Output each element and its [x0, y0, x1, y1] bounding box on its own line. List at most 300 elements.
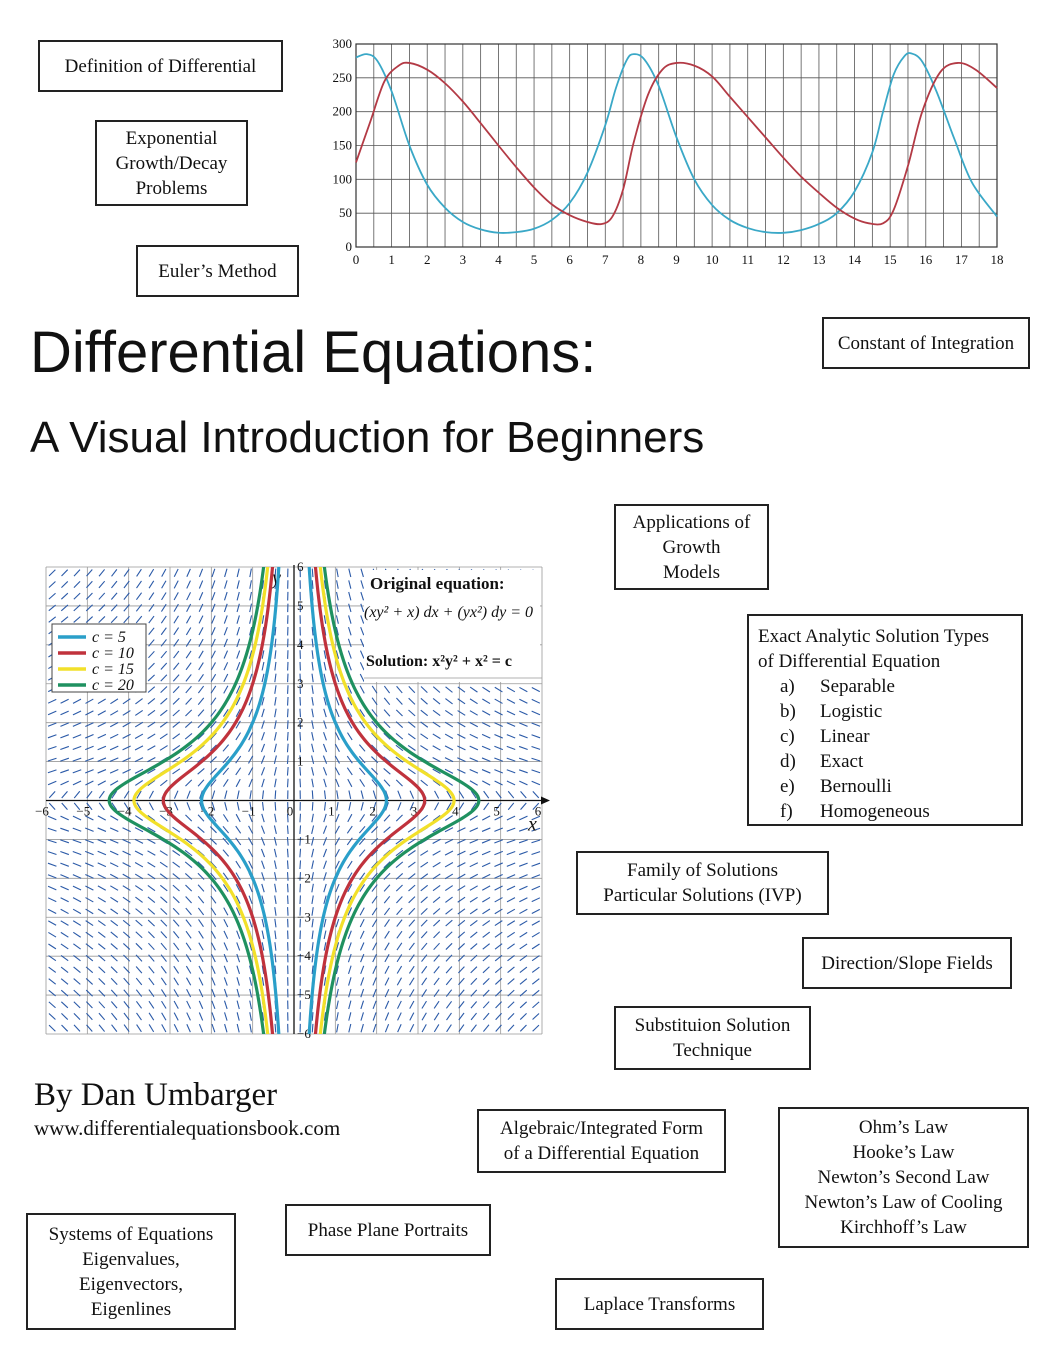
slope-segment: [111, 967, 117, 973]
x-tick-label: 5: [493, 803, 500, 819]
equation-panel: [364, 570, 542, 682]
slope-segment: [433, 734, 441, 739]
slope-segment: [519, 723, 527, 726]
slope-segment: [312, 1024, 313, 1033]
slope-segment: [410, 978, 415, 985]
slope-segment: [384, 686, 389, 693]
slope-segment: [434, 978, 439, 985]
slope-segment: [137, 1013, 142, 1020]
slope-segment: [312, 779, 314, 787]
slope-segment: [199, 639, 203, 647]
slope-segment: [470, 944, 477, 950]
slope-segment: [274, 826, 276, 834]
slope-segment: [532, 735, 540, 738]
slope-segment: [162, 1013, 166, 1021]
slope-segment: [174, 802, 178, 810]
equation-text: (xy² + x) dx + (yx²) dy = 0: [364, 604, 534, 621]
slope-segment: [482, 909, 489, 914]
slope-segment: [385, 954, 389, 962]
slope-segment: [250, 1001, 252, 1009]
slope-segment: [445, 699, 452, 704]
x-axis-label: x: [528, 813, 537, 836]
slope-segment: [349, 1001, 351, 1009]
slope-segment: [148, 885, 155, 890]
slope-segment: [507, 851, 515, 854]
slope-segment: [186, 978, 190, 986]
slope-segment: [48, 898, 56, 902]
slope-segment: [507, 898, 515, 902]
box-line: Ohm’s Law: [858, 1117, 949, 1138]
slope-segment: [287, 860, 288, 869]
slope-segment: [445, 863, 453, 867]
slope-segment: [237, 1024, 239, 1032]
slope-segment: [74, 979, 81, 985]
slope-segment: [73, 863, 81, 866]
y-tick-label: 6: [297, 562, 304, 574]
x-tick-label: 8: [637, 252, 645, 267]
slope-segment: [174, 1013, 178, 1021]
slope-segment: [336, 709, 339, 717]
slope-segment: [225, 791, 227, 799]
slope-segment: [347, 768, 352, 775]
slope-segment: [482, 711, 490, 715]
slope-segment: [185, 885, 191, 891]
slope-segment: [434, 1024, 439, 1031]
slope-segment: [149, 593, 154, 600]
solution-type-item: [758, 699, 930, 724]
slope-segment: [507, 828, 515, 831]
slope-segment: [361, 569, 363, 577]
slope-segment: [161, 920, 167, 926]
slope-segment: [161, 943, 167, 950]
slope-segment: [361, 1012, 364, 1020]
slope-segment: [532, 747, 541, 750]
slope-segment: [421, 687, 427, 693]
slope-segment: [149, 1013, 154, 1020]
slope-segment: [532, 921, 540, 925]
slope-segment: [262, 861, 265, 869]
slope-segment: [335, 744, 339, 752]
box-line: Newton’s Second Law: [817, 1167, 990, 1188]
slope-segment: [482, 816, 490, 820]
slope-segment: [323, 826, 326, 834]
slope-segment: [361, 592, 364, 600]
slope-segment: [508, 979, 515, 985]
slope-segment: [236, 733, 241, 740]
slope-segment: [312, 919, 313, 927]
slope-segment: [422, 1001, 427, 1008]
slope-segment: [61, 1002, 67, 1008]
box-line: Eigenlines: [90, 1298, 172, 1320]
slope-segment: [161, 966, 166, 973]
slope-segment: [360, 651, 363, 659]
slope-segment: [384, 698, 390, 705]
slope-segment: [482, 863, 490, 867]
slope-segment: [349, 580, 351, 588]
slope-segment: [185, 733, 192, 739]
slope-segment: [262, 662, 264, 670]
slope-segment: [312, 826, 314, 834]
x-tick-label: −4: [117, 803, 132, 819]
slope-segment: [445, 886, 452, 891]
slope-segment: [312, 697, 313, 705]
slope-segment: [73, 898, 81, 902]
slope-segment: [274, 849, 276, 857]
box-line: Growth/Decay: [115, 152, 228, 174]
slope-segment: [136, 932, 142, 938]
slope-segment: [312, 767, 314, 775]
slope-segment: [237, 790, 239, 798]
slope-segment: [136, 604, 141, 611]
slope-segment: [212, 616, 215, 624]
slope-segment: [224, 651, 227, 659]
slope-segment: [237, 651, 240, 659]
slope-segment: [135, 886, 142, 891]
slope-segment: [459, 791, 464, 798]
slope-segment: [237, 662, 240, 670]
slope-segment: [198, 827, 205, 833]
slope-segment: [248, 838, 252, 846]
slope-segment: [434, 990, 439, 997]
x-tick-label: 6: [534, 803, 542, 819]
slope-segment: [224, 627, 227, 635]
slope-segment: [495, 687, 503, 692]
slope-segment: [494, 840, 502, 843]
slope-segment: [187, 581, 191, 589]
slope-segment: [212, 791, 215, 799]
slope-segment: [186, 954, 191, 961]
x-tick-label: 4: [452, 803, 459, 819]
slope-segment: [446, 978, 452, 985]
slope-segment: [148, 932, 154, 938]
slope-segment: [360, 931, 364, 939]
slope-segment: [519, 898, 527, 902]
slope-segment: [433, 897, 440, 903]
slope-segment: [98, 699, 106, 704]
slope-segment: [445, 781, 452, 786]
slope-segment: [136, 943, 142, 949]
slope-segment: [224, 977, 227, 985]
slope-segment: [519, 886, 527, 890]
slope-segment: [48, 711, 56, 715]
slope-segment: [225, 569, 227, 577]
slope-segment: [73, 781, 81, 785]
slope-segment: [224, 604, 227, 612]
slope-segment: [300, 814, 301, 823]
slope-segment: [373, 954, 377, 962]
slope-segment: [410, 1013, 414, 1021]
slope-segment: [495, 723, 503, 727]
slope-segment: [519, 687, 527, 691]
slope-segment: [249, 919, 252, 927]
slope-segment: [98, 746, 106, 750]
slope-segment: [409, 698, 415, 704]
item-marker: c): [780, 726, 795, 747]
slope-segment: [421, 780, 428, 786]
slope-segment: [384, 815, 390, 822]
slope-segment: [161, 687, 167, 693]
slope-segment: [507, 687, 515, 691]
slope-segment: [275, 861, 277, 869]
slope-segment: [137, 569, 142, 576]
slope-segment: [408, 734, 415, 739]
slope-segment: [250, 1012, 252, 1020]
slope-segment: [148, 897, 155, 903]
slope-segment: [148, 862, 156, 867]
slope-segment: [457, 769, 465, 773]
slope-segment: [185, 710, 191, 716]
slope-segment: [148, 851, 156, 855]
box-line: Problems: [135, 177, 208, 199]
slope-segment: [385, 919, 390, 926]
slope-segment: [532, 688, 540, 692]
slope-segment: [519, 770, 528, 773]
slope-segment: [173, 920, 179, 927]
slope-segment: [48, 781, 56, 785]
slope-segment: [73, 828, 81, 831]
slope-segment: [236, 814, 240, 822]
legend-label: c = 5: [92, 629, 126, 646]
slope-segment: [324, 884, 326, 892]
slope-segment: [62, 570, 68, 576]
slope-segment: [250, 989, 252, 997]
slope-segment: [212, 977, 215, 985]
slope-segment: [445, 746, 453, 750]
slope-segment: [373, 977, 376, 985]
slope-segment: [507, 758, 515, 761]
slope-segment: [48, 723, 56, 726]
x-tick-label: −2: [200, 803, 215, 819]
slope-segment: [409, 955, 414, 962]
slope-segment: [161, 628, 166, 635]
slope-segment: [135, 710, 142, 715]
slope-segment: [323, 767, 326, 775]
slope-segment: [149, 616, 154, 623]
box-line: Eigenvectors,: [79, 1273, 183, 1295]
slope-segment: [336, 615, 338, 623]
slope-segment: [160, 851, 168, 856]
slope-segment: [531, 758, 540, 761]
slope-segment: [73, 699, 81, 703]
slope-segment: [508, 1025, 514, 1031]
slope-segment: [99, 593, 105, 600]
slope-segment: [236, 756, 241, 763]
slope-segment: [495, 932, 502, 937]
slope-segment: [186, 651, 191, 658]
slope-segment: [397, 908, 403, 915]
slope-segment: [199, 1024, 202, 1032]
slope-segment: [323, 849, 326, 857]
slope-segment: [337, 1012, 339, 1020]
slope-segment: [262, 615, 263, 623]
slope-segment: [409, 943, 414, 950]
slope-segment: [385, 1001, 388, 1009]
slope-segment: [212, 592, 215, 600]
slope-segment: [433, 710, 440, 715]
slope-segment: [186, 686, 192, 693]
slope-segment: [261, 849, 264, 857]
slope-segment: [482, 723, 490, 727]
slope-segment: [470, 734, 478, 738]
slope-segment: [532, 1002, 539, 1008]
slope-segment: [61, 816, 69, 820]
slope-segment: [123, 699, 130, 704]
slope-segment: [483, 1002, 489, 1009]
slope-segment: [408, 769, 415, 774]
slope-segment: [250, 1024, 252, 1032]
slope-segment: [73, 746, 81, 749]
slope-segment: [349, 790, 351, 798]
slope-segment: [287, 755, 288, 764]
slope-segment: [148, 734, 156, 739]
x-tick-label: 7: [602, 252, 609, 267]
slope-segment: [359, 850, 365, 857]
y-tick-label: −5: [297, 987, 311, 1003]
slope-segment: [162, 592, 167, 599]
slope-segment: [275, 732, 277, 740]
slope-segment: [173, 885, 180, 891]
book-subtitle: A Visual Introduction for Beginners: [30, 413, 705, 462]
slope-segment: [224, 954, 227, 962]
item-marker: f): [780, 801, 793, 822]
slope-segment: [149, 990, 154, 997]
slope-segment: [457, 734, 465, 738]
laplace-box: [555, 1278, 764, 1330]
slope-segment: [494, 758, 502, 761]
slope-segment: [250, 592, 252, 600]
slope-segment: [198, 686, 203, 693]
slope-segment: [373, 1012, 376, 1020]
slope-segment: [224, 931, 228, 939]
slope-segment: [287, 849, 288, 858]
slope-segment: [223, 850, 229, 857]
slope-segment: [482, 770, 490, 774]
slope-segment: [446, 1001, 451, 1008]
slope-segment: [261, 837, 264, 845]
slope-segment: [519, 852, 528, 855]
slope-segment: [161, 989, 166, 996]
slope-segment: [186, 627, 190, 634]
slope-segment: [397, 943, 402, 950]
slope-segment: [300, 849, 301, 858]
slope-segment: [224, 919, 228, 927]
x-tick-label: 0: [286, 803, 294, 819]
slope-segment: [74, 593, 80, 599]
slope-segment: [398, 802, 401, 810]
slope-segment: [61, 909, 69, 913]
slope-segment: [187, 592, 191, 600]
slope-segment: [347, 733, 352, 740]
slope-segment: [160, 897, 167, 903]
slope-segment: [211, 919, 215, 926]
slope-segment: [224, 989, 227, 997]
slope-segment: [470, 863, 478, 867]
slope-segment: [483, 932, 490, 937]
slope-segment: [287, 767, 288, 776]
slope-segment: [198, 908, 203, 915]
slope-field-chart: [30, 562, 555, 1050]
slope-segment: [495, 921, 502, 926]
slope-segment: [482, 851, 490, 855]
slope-segment: [135, 863, 143, 867]
slope-segment: [373, 791, 376, 799]
slope-segment: [470, 828, 478, 832]
slope-segment: [409, 966, 414, 973]
slope-segment: [263, 790, 264, 799]
slope-segment: [173, 686, 179, 692]
slope-segment: [385, 989, 389, 997]
slope-segment: [73, 932, 80, 937]
slope-segment: [85, 770, 93, 773]
box-line: Technique: [673, 1040, 752, 1061]
slope-segment: [384, 827, 391, 833]
slope-segment: [531, 840, 540, 843]
slope-segment: [494, 851, 502, 854]
y-tick-label: 2: [297, 714, 304, 730]
slope-segment: [508, 1013, 514, 1019]
slope-segment: [385, 931, 390, 938]
slope-segment: [135, 758, 143, 762]
slope-segment: [123, 886, 131, 891]
book-title: Differential Equations:: [30, 320, 597, 385]
slope-segment: [483, 1025, 489, 1032]
slope-segment: [148, 675, 154, 681]
slope-segment: [61, 886, 69, 890]
slope-segment: [312, 872, 314, 880]
slope-segment: [519, 758, 528, 761]
slope-segment: [361, 802, 363, 810]
slope-segment: [421, 734, 428, 739]
slope-segment: [85, 828, 93, 831]
slope-segment: [360, 686, 364, 694]
slope-segment: [520, 921, 528, 926]
slope-segment: [250, 580, 252, 588]
slope-segment: [98, 734, 106, 738]
slope-segment: [470, 886, 478, 891]
slope-segment: [409, 920, 415, 927]
item-label: Homogeneous: [820, 801, 930, 822]
slope-segment: [397, 954, 402, 961]
slope-segment: [508, 791, 514, 798]
slope-segment: [482, 734, 490, 738]
slope-segment: [397, 966, 401, 973]
slope-segment: [494, 770, 502, 773]
slope-segment: [470, 897, 478, 902]
slope-segment: [49, 1025, 55, 1031]
slope-segment: [348, 639, 351, 647]
y-tick-label: −3: [297, 909, 311, 925]
slope-segment: [187, 1024, 191, 1032]
slope-segment: [98, 897, 106, 902]
slope-segment: [433, 757, 441, 761]
slope-segment: [99, 581, 105, 588]
slope-segment: [199, 943, 203, 950]
applications-box: [614, 504, 769, 590]
slope-segment: [60, 723, 68, 726]
slope-segment: [494, 735, 502, 739]
slope-segment: [186, 639, 191, 646]
slope-segment: [532, 944, 539, 949]
slope-segment: [148, 698, 155, 704]
slope-segment: [361, 1024, 363, 1032]
slope-segment: [361, 627, 364, 635]
slope-segment: [61, 898, 69, 902]
slope-segment: [470, 932, 477, 938]
slope-segment: [199, 674, 204, 681]
slope-segment: [324, 674, 326, 682]
y-tick-label: 50: [339, 205, 352, 221]
slope-segment: [325, 802, 326, 811]
